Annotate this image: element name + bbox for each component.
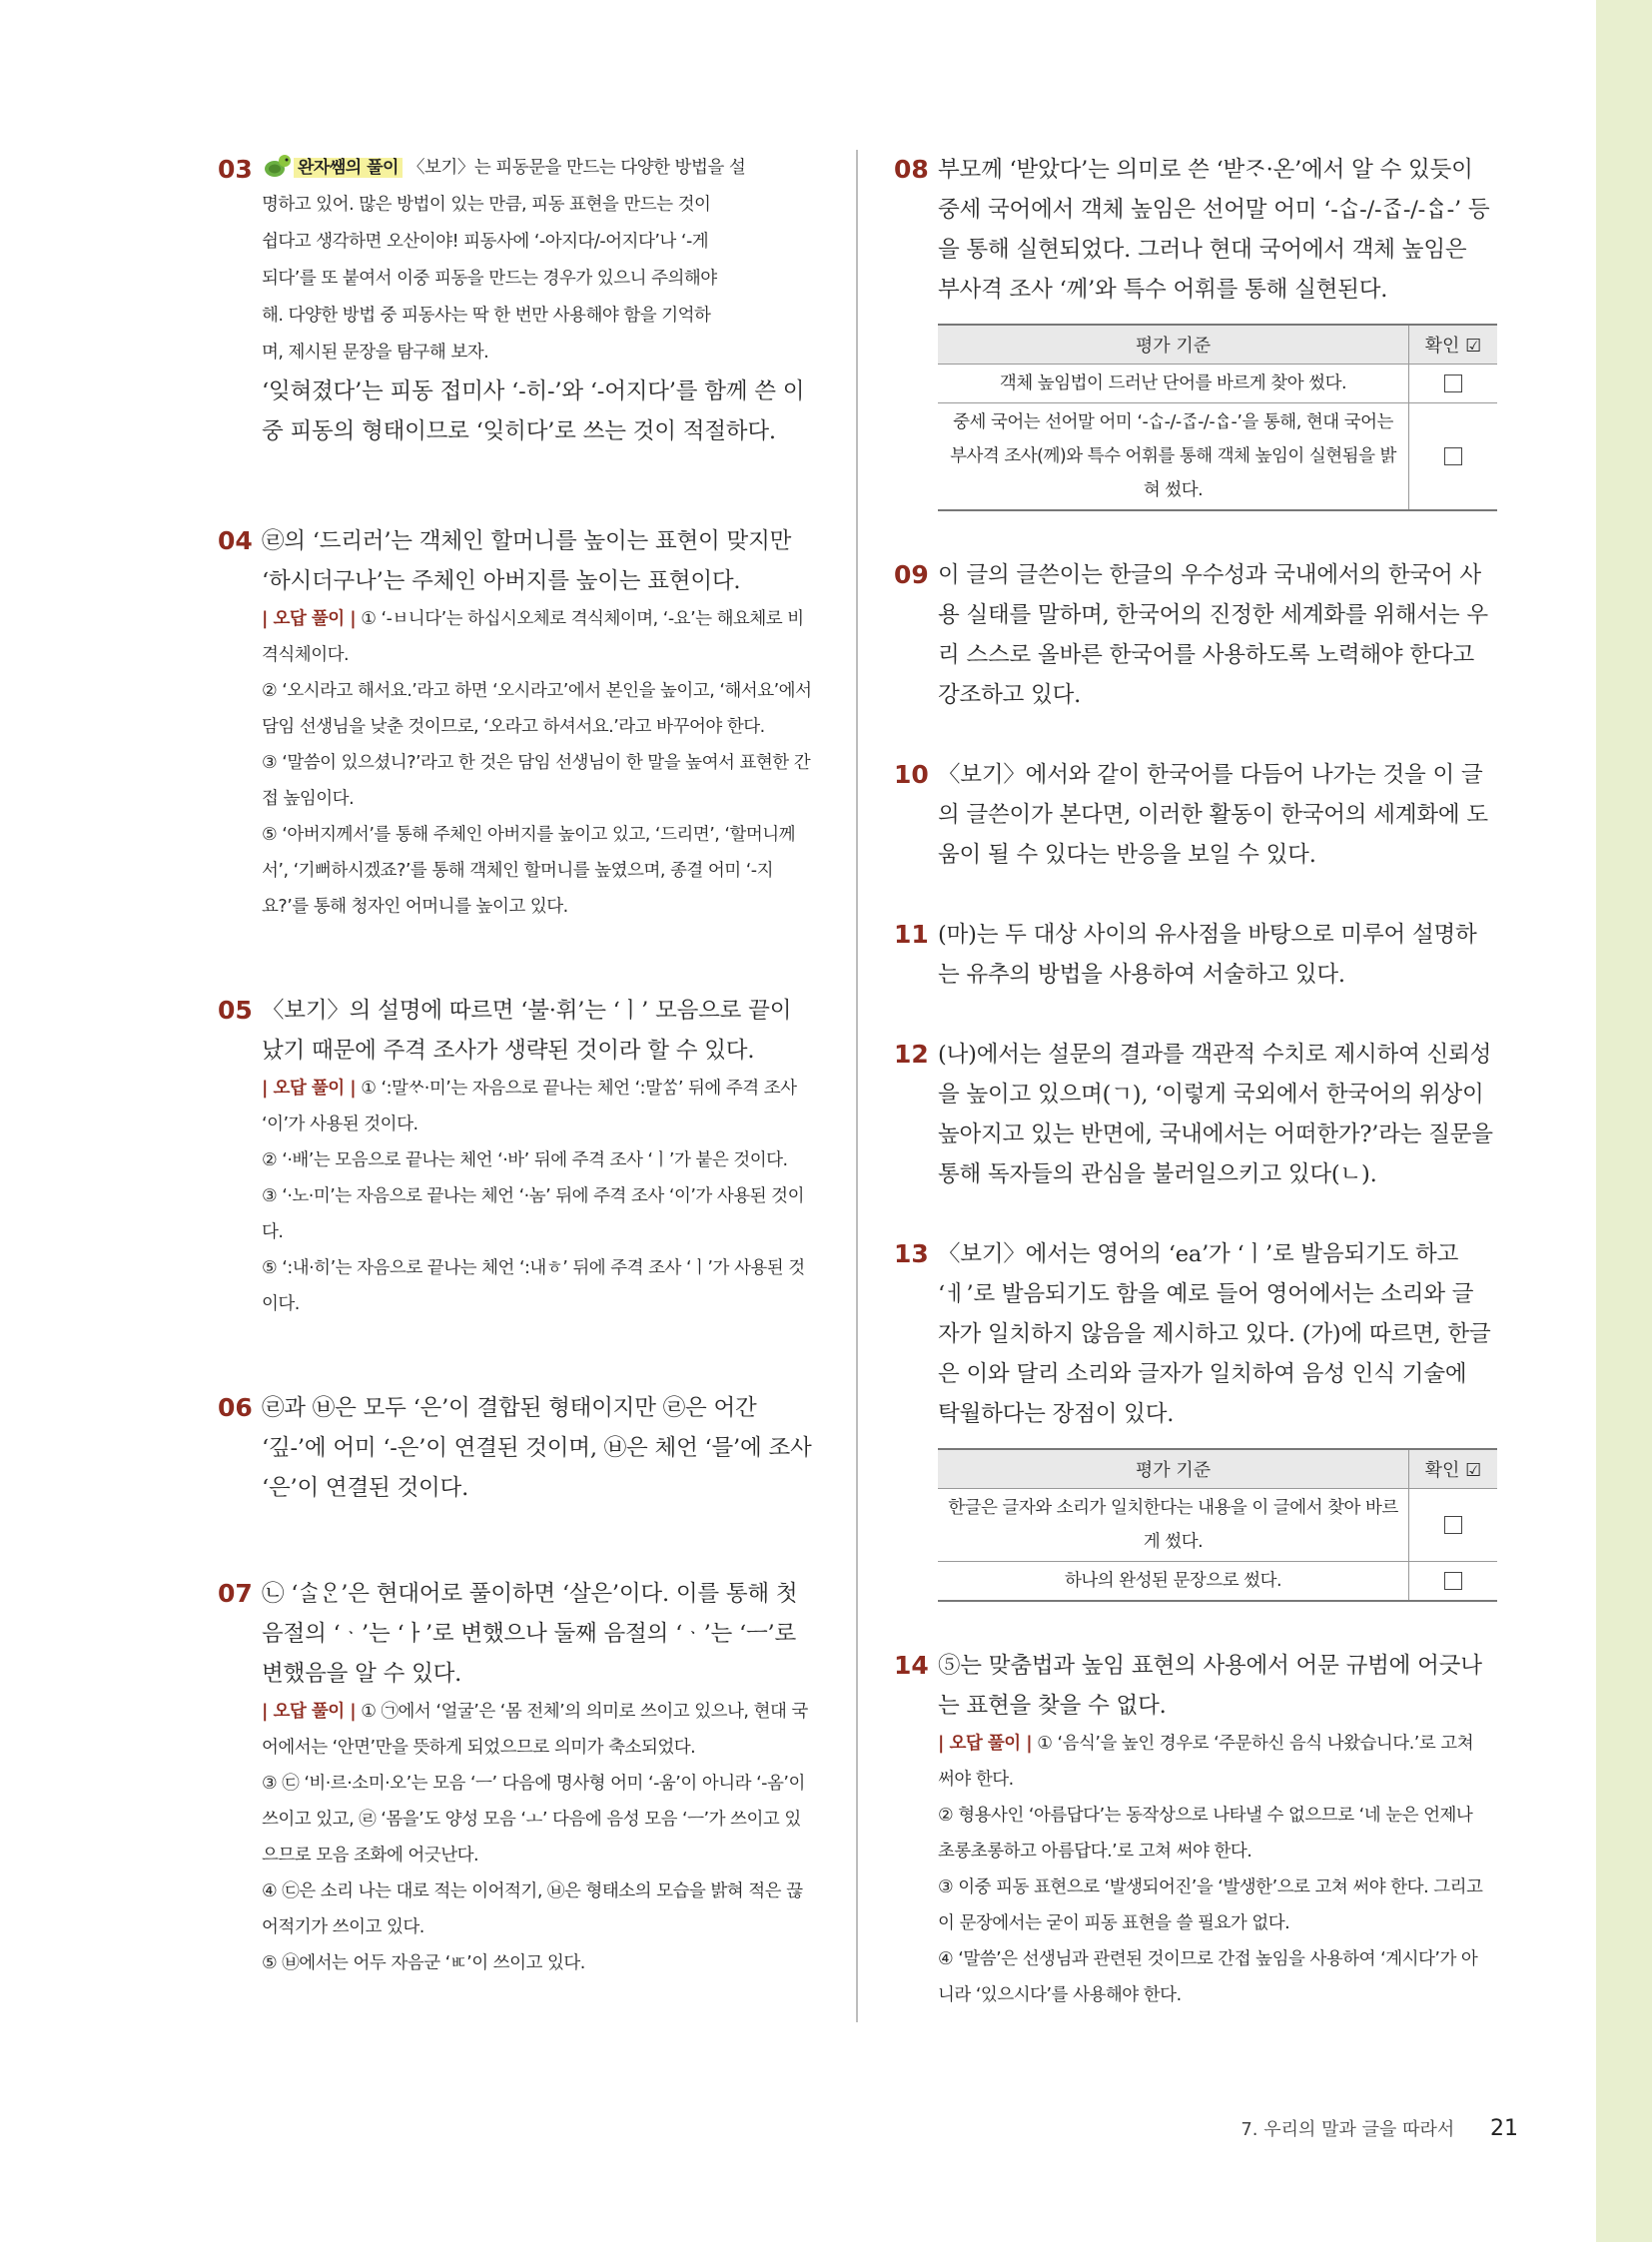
answer-09 (894, 555, 1493, 715)
explanation-item: ④ ㉢은 소리 나는 대로 적는 이어적기, ㉥은 형태소의 모습을 밝혀 적은 끊어적기가 쓰이고 있다. (262, 1881, 803, 1937)
left-column (218, 150, 817, 1981)
tutor-lead-text: 〈보기〉는 피동문을 만드는 다양한 방법을 설 (408, 158, 746, 178)
question-number: 13 (894, 1239, 929, 1268)
tutor-text-line: 명하고 있어. 많은 방법이 있는 만큼, 피동 표현을 만드는 것이 (262, 195, 711, 215)
checkbox[interactable] (1444, 1516, 1462, 1534)
answer-text: (마)는 두 대상 사이의 유사점을 바탕으로 미루어 설명하는 유추의 방법을 사용하여 서술하고 있다. (938, 922, 1477, 988)
evaluation-table (938, 324, 1497, 511)
answer-05 (218, 991, 817, 1322)
table-row (938, 365, 1497, 403)
explanation-item: ③ ‘·노·미’는 자음으로 끝나는 체언 ‘·놈’ 뒤에 주격 조사 ‘이’가 사용된 것이다. (262, 1186, 804, 1242)
check-header: 확인 ☑ (1409, 1449, 1498, 1489)
question-number: 09 (894, 560, 929, 589)
explanation-item: ① ‘-ㅂ니다’는 하십시오체로 격식체이며, ‘-요’는 해요체로 비격식체이다. (262, 609, 804, 665)
answer-07 (218, 1574, 817, 1981)
answer-text: ㉣의 ‘드리러’는 객체인 할머니를 높이는 표현이 맞지만 ‘하시더구나’는 주체인 아버지를 높이는 표현이다. (262, 528, 792, 594)
explanation-item: ② ‘·배’는 모음으로 끝나는 체언 ‘·바’ 뒤에 주격 조사 ‘ㅣ’가 붙은 것이다. (262, 1150, 788, 1170)
question-number: 06 (218, 1393, 253, 1422)
explanation-item: ③ 이중 피동 표현으로 ‘발생되어진’을 ‘발생한’으로 고쳐 써야 한다. 그리고 이 문장에서는 굳이 피동 표현을 쓸 필요가 없다. (938, 1877, 1483, 1933)
question-number: 03 (218, 155, 253, 184)
checkbox[interactable] (1444, 1572, 1462, 1590)
tutor-text-line: 해. 다양한 방법 중 피동사는 딱 한 번만 사용해야 함을 기억하 (262, 306, 711, 326)
criteria-header: 평가 기준 (938, 1449, 1409, 1489)
answer-text: 〈보기〉에서와 같이 한국어를 다듬어 나가는 것을 이 글의 글쓴이가 본다면, 이러한 활동이 한국어의 세계화에 도움이 될 수 있다는 반응을 보일 수 있다. (938, 762, 1488, 868)
answer-text: 부모께 ‘받았다’는 의미로 쓴 ‘받ᄌᆞ·온’에서 알 수 있듯이 중세 국어에서 객체 높임은 선어말 어미 ‘-ᄉᆞᆸ-/-ᄌᆞᆸ-/-ᅀᆞᆸ-’ 등을 통해 실현되었다. 그러나 현대 국어에서 객체 높임은 부사격 조사 ‘께’와 특수 어휘를 통해 실현된다. (938, 157, 1490, 303)
explanation-item: ⑤ ‘:내·히’는 자음으로 끝나는 체언 ‘:내ㅎ’ 뒤에 주격 조사 ‘ㅣ’가 사용된 것이다. (262, 1258, 805, 1314)
explanation-item: ⑤ ‘아버지께서’를 통해 주체인 아버지를 높이고 있고, ‘드리면’, ‘할머니께서’, ‘기뻐하시겠죠?’를 통해 객체인 할머니를 높였으며, 종결 어미 ‘-지요?’를 통해 청자인 어머니를 높이고 있다. (262, 825, 796, 917)
criteria-cell: 객체 높임법이 드러난 단어를 바르게 찾아 썼다. (938, 365, 1409, 403)
page-number: 21 (1490, 2116, 1518, 2141)
answer-text: (나)에서는 설문의 결과를 객관적 수치로 제시하여 신뢰성을 높이고 있으며(ㄱ), ‘이렇게 국외에서 한국어의 위상이 높아지고 있는 반면에, 국내에서는 어떠한가?’라는 질문을 통해 독자들의 관심을 불러일으키고 있다(ㄴ). (938, 1042, 1493, 1187)
answer-03 (218, 150, 817, 451)
explanation-item: ① ㉠에서 ‘얼굴’은 ‘몸 전체’의 의미로 쓰이고 있으나, 현대 국어에서는 ‘안면’만을 뜻하게 되었으므로 의미가 축소되었다. (262, 1702, 808, 1758)
answer-13 (894, 1234, 1493, 1602)
explanation-item: ① ‘음식’을 높인 경우로 ‘주문하신 음식 나왔습니다.’로 고쳐 써야 한다. (938, 1734, 1474, 1790)
page-footer (1240, 2115, 1518, 2141)
table-row (938, 1562, 1497, 1602)
explanation-item: ① ‘:말ᄊᆞ·미’는 자음으로 끝나는 체언 ‘:말ᄊᆞᆷ’ 뒤에 주격 조사 ‘이’가 사용된 것이다. (262, 1079, 797, 1134)
answer-text: 이 글의 글쓴이는 한글의 우수성과 국내에서의 한국어 사용 실태를 말하며, 한국어의 진정한 세계화를 위해서는 우리 스스로 올바른 한국어를 사용하도록 노력해야 한다고 강조하고 있다. (938, 562, 1488, 708)
question-number: 14 (894, 1651, 929, 1680)
question-number: 05 (218, 996, 253, 1025)
answer-text: 〈보기〉에서는 영어의 ‘ea’가 ‘ㅣ’로 발음되기도 하고 ‘ㅔ’로 발음되기도 함을 예로 들어 영어에서는 소리와 글자가 일치하지 않음을 제시하고 있다. (가)에 따르면, 한글은 이와 달리 소리와 글자가 일치하여 음성 인식 기술에 탁월하다는 장점이 있다. (938, 1241, 1491, 1427)
question-number: 08 (894, 155, 929, 184)
checkbox[interactable] (1444, 447, 1462, 465)
explanation-item: ⑤ ㉥에서는 어두 자음군 ‘ㅳ’이 쓰이고 있다. (262, 1953, 585, 1973)
wrong-answer-tag: | 오답 풀이 | (262, 609, 357, 629)
question-number: 10 (894, 760, 929, 789)
chapter-title: 7. 우리의 말과 글을 따라서 (1240, 2119, 1455, 2140)
explanation-item: ② ‘오시라고 해서요.’라고 하면 ‘오시라고’에서 본인을 높이고, ‘해서요’에서 담임 선생님을 낮춘 것이므로, ‘오라고 하셔서요.’라고 바꾸어야 한다. (262, 681, 812, 737)
answer-text: ‘잊혀졌다’는 피동 접미사 ‘-히-’와 ‘-어지다’를 함께 쓴 이중 피동의 형태이므로 ‘잊히다’로 쓰는 것이 적절하다. (262, 378, 805, 444)
tutor-text-line: 쉽다고 생각하면 오산이야! 피동사에 ‘-아지다/-어지다’나 ‘-게 (262, 232, 709, 252)
answer-text: 〈보기〉의 설명에 따르면 ‘불·휘’는 ‘ㅣ’ 모음으로 끝이 났기 때문에 주격 조사가 생략된 것이라 할 수 있다. (262, 998, 792, 1064)
explanation-item: ③ ‘말씀이 있으셨니?’라고 한 것은 담임 선생님이 한 말을 높여서 표현한 간접 높임이다. (262, 753, 811, 809)
explanation-item: ④ ‘말씀’은 선생님과 관련된 것이므로 간접 높임을 사용하여 ‘계시다’가 아니라 ‘있으시다’를 사용해야 한다. (938, 1949, 1478, 2005)
table-row (938, 403, 1497, 511)
wrong-answer-tag: | 오답 풀이 | (262, 1079, 357, 1099)
tutor-solution-label: 완자쌤의 풀이 (294, 158, 403, 178)
turtle-mascot-icon (262, 151, 292, 181)
question-number: 04 (218, 526, 253, 555)
answer-04 (218, 521, 817, 925)
column-divider (856, 150, 858, 2022)
question-number: 11 (894, 920, 929, 949)
answer-11 (894, 915, 1493, 995)
answer-08 (894, 150, 1493, 511)
answer-14 (894, 1646, 1493, 2013)
wrong-answer-tag: | 오답 풀이 | (262, 1702, 357, 1722)
answer-12 (894, 1035, 1493, 1194)
wrong-answer-tag: | 오답 풀이 | (938, 1734, 1033, 1754)
criteria-header: 평가 기준 (938, 325, 1409, 365)
explanation-item: ② 형용사인 ‘아름답다’는 동작상으로 나타낼 수 없으므로 ‘네 눈은 언제나 초롱초롱하고 아름답다.’로 고쳐 써야 한다. (938, 1806, 1473, 1862)
explanation-item: ③ ㉢ ‘비·르·소미·오’는 모음 ‘ㅡ’ 다음에 명사형 어미 ‘-움’이 아니라 ‘-옴’이 쓰이고 있고, ㉣ ‘몸을’도 양성 모음 ‘ㅗ’ 다음에 음성 모음 ‘ㅡ’가 쓰이고 있으므로 모음 조화에 어긋난다. (262, 1774, 805, 1866)
answer-06 (218, 1388, 817, 1508)
criteria-cell: 하나의 완성된 문장으로 썼다. (938, 1562, 1409, 1602)
checkbox[interactable] (1444, 374, 1462, 392)
answer-text: ⑤는 맞춤법과 높임 표현의 사용에서 어문 규범에 어긋나는 표현을 찾을 수 없다. (938, 1653, 1482, 1719)
table-row (938, 1489, 1497, 1562)
tutor-text-line: 며, 제시된 문장을 탐구해 보자. (262, 343, 489, 363)
right-column (894, 150, 1493, 2013)
answer-text: ㉡ ‘ᄉᆞᆯᄋᆞᆫ’은 현대어로 풀이하면 ‘살은’이다. 이를 통해 첫 음절의 ‘ᆞ’는 ‘ㅏ’로 변했으나 둘째 음절의 ‘ᆞ’는 ‘ㅡ’로 변했음을 알 수 있다. (262, 1581, 798, 1687)
answer-10 (894, 755, 1493, 875)
side-color-band (1596, 0, 1652, 2242)
tutor-text-line: 되다’를 또 붙여서 이중 피동을 만드는 경우가 있으니 주의해야 (262, 269, 717, 289)
check-header: 확인 ☑ (1409, 325, 1498, 365)
criteria-cell: 한글은 글자와 소리가 일치한다는 내용을 이 글에서 찾아 바르게 썼다. (938, 1489, 1409, 1562)
evaluation-table (938, 1448, 1497, 1602)
question-number: 12 (894, 1040, 929, 1069)
criteria-cell: 중세 국어는 선어말 어미 ‘-ᄉᆞᆸ-/-ᄌᆞᆸ-/-ᅀᆞᆸ-’을 통해, 현대 국어는 부사격 조사(께)와 특수 어휘를 통해 객체 높임이 실현됨을 밝혀 썼다. (938, 403, 1409, 511)
question-number: 07 (218, 1579, 253, 1608)
answer-text: ㉣과 ㉥은 모두 ‘은’이 결합된 형태이지만 ㉣은 어간 ‘깊-’에 어미 ‘-은’이 연결된 것이며, ㉥은 체언 ‘믈’에 조사 ‘은’이 연결된 것이다. (262, 1395, 812, 1501)
